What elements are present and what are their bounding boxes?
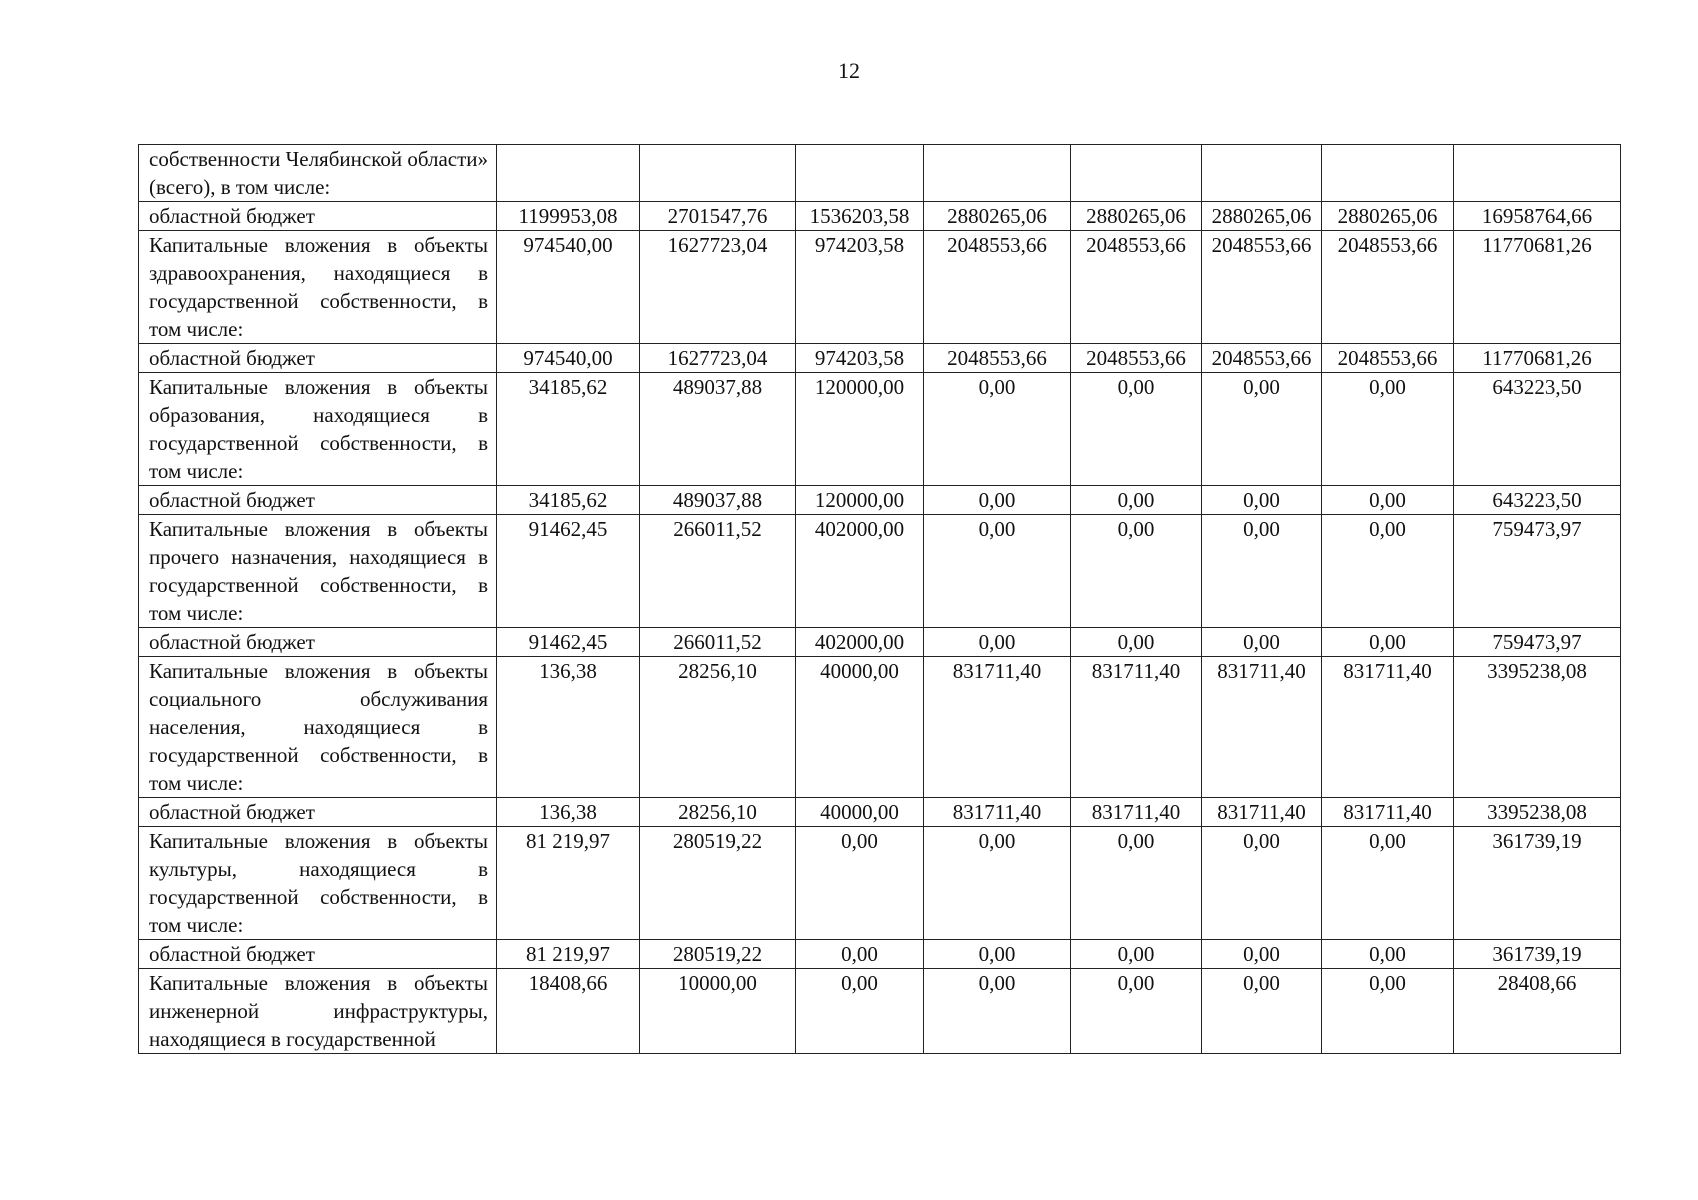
value-cell: 120000,00 [796, 373, 924, 486]
value-cell: 0,00 [924, 940, 1071, 969]
value-cell: 0,00 [1071, 628, 1202, 657]
value-cell: 0,00 [1322, 969, 1454, 1054]
page-number: 12 [838, 58, 860, 83]
value-cell: 2048553,66 [924, 344, 1071, 373]
value-cell: 0,00 [1322, 827, 1454, 940]
row-total-cell: 759473,97 [1454, 628, 1621, 657]
value-cell: 2048553,66 [924, 231, 1071, 344]
value-cell: 2048553,66 [1071, 231, 1202, 344]
value-cell: 831711,40 [1202, 657, 1322, 798]
table-row [139, 202, 1621, 231]
value-cell: 831711,40 [924, 798, 1071, 827]
row-label: собственности Челябинской области» (всего), в том числе: [139, 145, 497, 202]
row-total-cell: 11770681,26 [1454, 344, 1621, 373]
value-cell: 34185,62 [497, 373, 640, 486]
value-cell: 0,00 [1202, 827, 1322, 940]
value-cell: 18408,66 [497, 969, 640, 1054]
value-cell: 0,00 [1202, 486, 1322, 515]
value-cell: 266011,52 [640, 628, 796, 657]
value-cell: 0,00 [924, 486, 1071, 515]
row-total-cell: 11770681,26 [1454, 231, 1621, 344]
table-row [139, 344, 1621, 373]
value-cell: 0,00 [924, 373, 1071, 486]
value-cell [924, 145, 1071, 202]
value-cell: 0,00 [1202, 515, 1322, 628]
value-cell: 1536203,58 [796, 202, 924, 231]
value-cell: 0,00 [796, 827, 924, 940]
value-cell: 136,38 [497, 657, 640, 798]
value-cell [1202, 145, 1322, 202]
value-cell: 0,00 [1322, 486, 1454, 515]
table-row [139, 969, 1621, 1054]
value-cell: 10000,00 [640, 969, 796, 1054]
row-total-cell: 361739,19 [1454, 940, 1621, 969]
value-cell [796, 145, 924, 202]
table-row [139, 827, 1621, 940]
value-cell: 489037,88 [640, 486, 796, 515]
table-row [139, 515, 1621, 628]
row-label: Капитальные вложения в объекты образования, находящиеся в государственной собственности, в том числе: [139, 373, 497, 486]
value-cell: 2701547,76 [640, 202, 796, 231]
value-cell: 1199953,08 [497, 202, 640, 231]
table-row [139, 486, 1621, 515]
row-total-cell: 3395238,08 [1454, 798, 1621, 827]
value-cell: 2048553,66 [1202, 344, 1322, 373]
row-total-cell: 361739,19 [1454, 827, 1621, 940]
table-row [139, 145, 1621, 202]
value-cell: 0,00 [1322, 940, 1454, 969]
row-label: областной бюджет [139, 344, 497, 373]
value-cell: 831711,40 [1202, 798, 1322, 827]
value-cell: 0,00 [1071, 940, 1202, 969]
value-cell: 91462,45 [497, 628, 640, 657]
row-total-cell: 3395238,08 [1454, 657, 1621, 798]
value-cell: 831711,40 [1322, 657, 1454, 798]
value-cell: 0,00 [924, 969, 1071, 1054]
value-cell: 402000,00 [796, 628, 924, 657]
value-cell: 0,00 [924, 827, 1071, 940]
value-cell: 0,00 [1202, 373, 1322, 486]
value-cell: 2048553,66 [1322, 231, 1454, 344]
value-cell: 0,00 [924, 515, 1071, 628]
table-row [139, 940, 1621, 969]
row-total-cell: 643223,50 [1454, 373, 1621, 486]
value-cell: 974540,00 [497, 344, 640, 373]
value-cell: 2880265,06 [1071, 202, 1202, 231]
row-total-cell [1454, 145, 1621, 202]
row-label: Капитальные вложения в объекты инженерной инфраструктуры, находящиеся в государственной [139, 969, 497, 1054]
value-cell: 120000,00 [796, 486, 924, 515]
value-cell: 280519,22 [640, 940, 796, 969]
row-label: Капитальные вложения в объекты культуры, находящиеся в государственной собственности, в том числе: [139, 827, 497, 940]
value-cell: 974540,00 [497, 231, 640, 344]
value-cell: 0,00 [1202, 628, 1322, 657]
value-cell: 0,00 [1202, 940, 1322, 969]
value-cell: 0,00 [1071, 969, 1202, 1054]
value-cell [1071, 145, 1202, 202]
value-cell: 28256,10 [640, 798, 796, 827]
row-label: областной бюджет [139, 486, 497, 515]
row-label: областной бюджет [139, 940, 497, 969]
row-total-cell: 16958764,66 [1454, 202, 1621, 231]
table-row [139, 657, 1621, 798]
table-row [139, 798, 1621, 827]
value-cell [1322, 145, 1454, 202]
value-cell: 81 219,97 [497, 827, 640, 940]
value-cell: 0,00 [1071, 373, 1202, 486]
budget-table [138, 144, 1621, 1054]
value-cell: 0,00 [924, 628, 1071, 657]
value-cell: 974203,58 [796, 344, 924, 373]
value-cell: 831711,40 [1071, 798, 1202, 827]
value-cell: 2880265,06 [1202, 202, 1322, 231]
value-cell: 0,00 [1322, 373, 1454, 486]
table-row [139, 231, 1621, 344]
value-cell [497, 145, 640, 202]
value-cell: 0,00 [796, 969, 924, 1054]
row-label: областной бюджет [139, 628, 497, 657]
value-cell: 34185,62 [497, 486, 640, 515]
value-cell: 2880265,06 [1322, 202, 1454, 231]
value-cell: 831711,40 [1071, 657, 1202, 798]
row-total-cell: 759473,97 [1454, 515, 1621, 628]
value-cell: 489037,88 [640, 373, 796, 486]
value-cell: 402000,00 [796, 515, 924, 628]
value-cell: 28256,10 [640, 657, 796, 798]
value-cell: 1627723,04 [640, 231, 796, 344]
value-cell: 0,00 [1071, 515, 1202, 628]
value-cell: 0,00 [1202, 969, 1322, 1054]
row-label: Капитальные вложения в объекты прочего назначения, находящиеся в государственной собственности, в том числе: [139, 515, 497, 628]
row-label: Капитальные вложения в объекты социального обслуживания населения, находящиеся в государственной собственности, в том числе: [139, 657, 497, 798]
value-cell: 0,00 [1071, 827, 1202, 940]
value-cell: 0,00 [1071, 486, 1202, 515]
row-total-cell: 643223,50 [1454, 486, 1621, 515]
table-body [139, 145, 1621, 1054]
value-cell: 831711,40 [1322, 798, 1454, 827]
value-cell [640, 145, 796, 202]
row-total-cell: 28408,66 [1454, 969, 1621, 1054]
value-cell: 831711,40 [924, 657, 1071, 798]
value-cell: 40000,00 [796, 798, 924, 827]
value-cell: 266011,52 [640, 515, 796, 628]
value-cell: 1627723,04 [640, 344, 796, 373]
value-cell: 2048553,66 [1071, 344, 1202, 373]
row-label: областной бюджет [139, 202, 497, 231]
value-cell: 91462,45 [497, 515, 640, 628]
value-cell: 2048553,66 [1202, 231, 1322, 344]
value-cell: 0,00 [1322, 515, 1454, 628]
value-cell: 136,38 [497, 798, 640, 827]
value-cell: 280519,22 [640, 827, 796, 940]
value-cell: 0,00 [796, 940, 924, 969]
value-cell: 2880265,06 [924, 202, 1071, 231]
value-cell: 81 219,97 [497, 940, 640, 969]
table-row [139, 373, 1621, 486]
value-cell: 0,00 [1322, 628, 1454, 657]
row-label: Капитальные вложения в объекты здравоохранения, находящиеся в государственной собственности, в том числе: [139, 231, 497, 344]
value-cell: 974203,58 [796, 231, 924, 344]
value-cell: 2048553,66 [1322, 344, 1454, 373]
value-cell: 40000,00 [796, 657, 924, 798]
table-row [139, 628, 1621, 657]
row-label: областной бюджет [139, 798, 497, 827]
